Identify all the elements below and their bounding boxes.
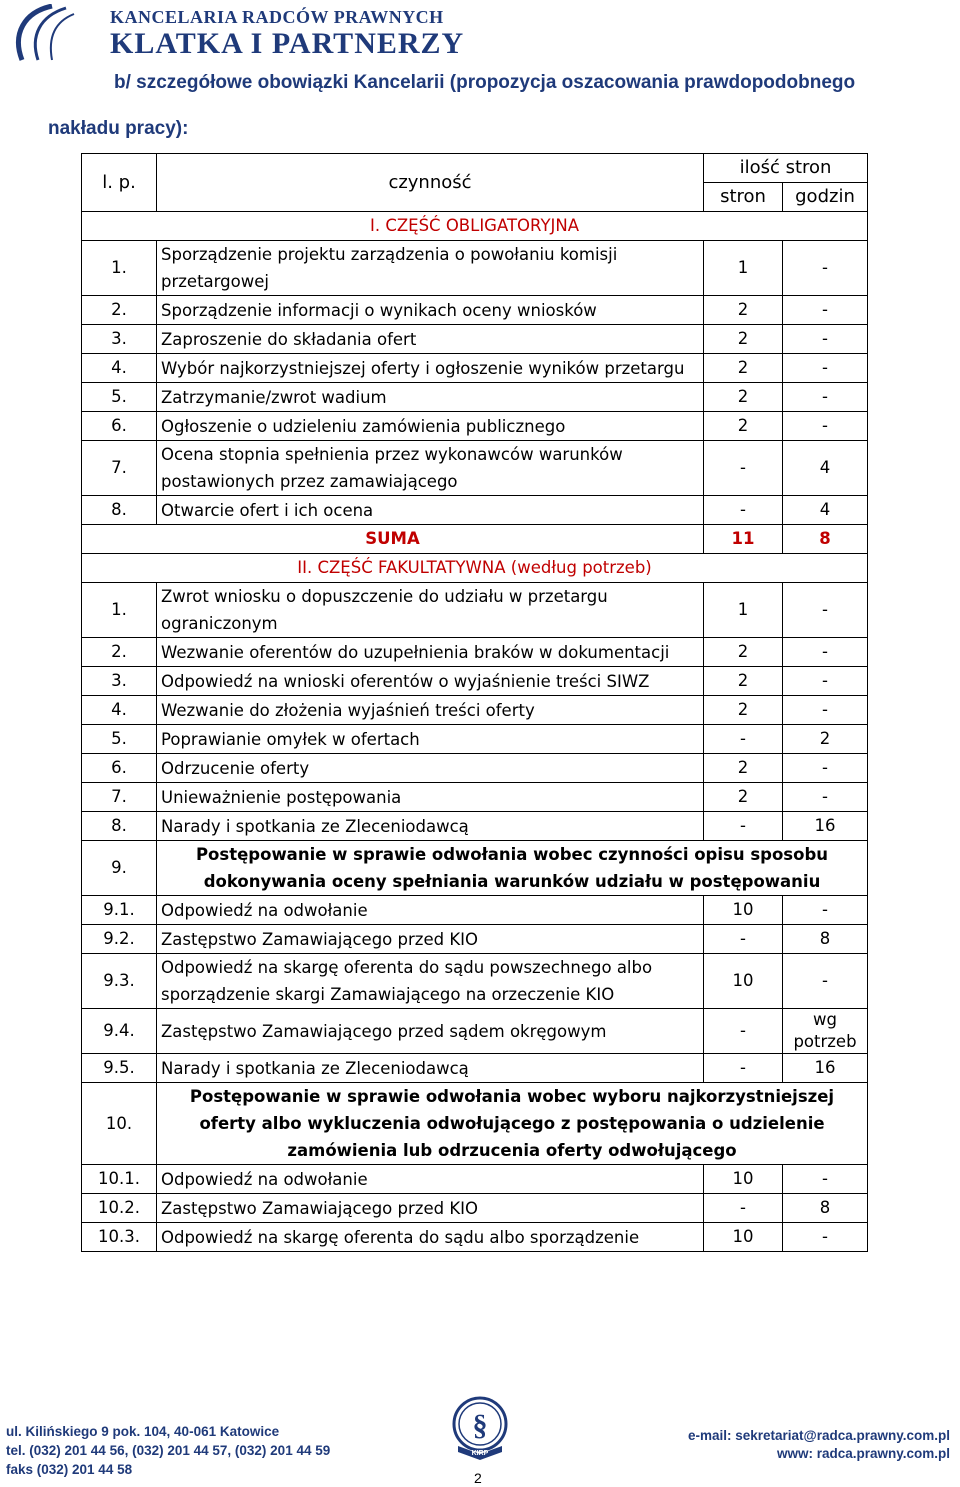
firm-name-line1: KANCELARIA RADCÓW PRAWNYCH <box>110 7 444 27</box>
kancelaria-logo <box>4 4 76 64</box>
row-stron: 2 <box>704 696 783 725</box>
row-stron: - <box>704 925 783 954</box>
row-godzin: - <box>783 583 868 638</box>
row-czynnosc: Odrzucenie oferty <box>157 754 704 783</box>
row-godzin: - <box>783 896 868 925</box>
row-godzin: - <box>783 954 868 1009</box>
row-stron: 2 <box>704 412 783 441</box>
row-lp: 8. <box>82 496 157 525</box>
row-czynnosc: Sporządzenie projektu zarządzenia o powołaniu komisji przetargowej <box>157 241 704 296</box>
kirp-logo-icon <box>446 1394 514 1462</box>
row-stron: 10 <box>704 1165 783 1194</box>
table-row <box>82 354 868 383</box>
table-row <box>82 241 868 296</box>
row-czynnosc: Ocena stopnia spełnienia przez wykonawców warunków postawionych przez zamawiającego <box>157 441 704 496</box>
row-godzin: - <box>783 383 868 412</box>
row-stron: 10 <box>704 1223 783 1252</box>
row-lp: 7. <box>82 441 157 496</box>
section2-row <box>82 554 868 583</box>
group10-lp: 10. <box>82 1083 157 1165</box>
table-row <box>82 583 868 638</box>
row-godzin: 16 <box>783 812 868 841</box>
section2-rows <box>82 583 868 841</box>
row-godzin: - <box>783 638 868 667</box>
row-lp: 6. <box>82 412 157 441</box>
footer-address: ul. Kilińskiego 9 pok. 104, 40-061 Katowice <box>6 1424 280 1439</box>
row-stron: 2 <box>704 325 783 354</box>
table-row <box>82 1194 868 1223</box>
section1-rows <box>82 241 868 525</box>
row-stron: 2 <box>704 638 783 667</box>
row-czynnosc: Otwarcie ofert i ich ocena <box>157 496 704 525</box>
row-lp: 2. <box>82 638 157 667</box>
group10-row <box>82 1083 868 1165</box>
intro-line2: nakładu pracy): <box>48 118 189 139</box>
section1-title: I. CZĘŚĆ OBLIGATORYJNA <box>82 212 868 241</box>
table-row <box>82 696 868 725</box>
row-godzin: - <box>783 325 868 354</box>
group9-lp: 9. <box>82 841 157 896</box>
firm-name-line2: KLATKA I PARTNERZY <box>110 27 465 60</box>
row-czynnosc: Odpowiedź na odwołanie <box>157 1165 704 1194</box>
group10-title: Postępowanie w sprawie odwołania wobec wyboru najkorzystniejszej oferty albo wykluczenia odwołującego z postępowania o udzielenie zamówienia lub odrzucenia oferty odwołującego <box>157 1083 868 1165</box>
row-stron: - <box>704 812 783 841</box>
row-czynnosc: Odpowiedź na skargę oferenta do sądu albo sporządzenie <box>157 1223 704 1252</box>
row-godzin: - <box>783 296 868 325</box>
row-stron: 2 <box>704 667 783 696</box>
table-row <box>82 1223 868 1252</box>
row-godzin: 8 <box>783 1194 868 1223</box>
table-row <box>82 496 868 525</box>
row-stron: 2 <box>704 783 783 812</box>
table-row <box>82 783 868 812</box>
table-row <box>82 412 868 441</box>
row-godzin: 16 <box>783 1054 868 1083</box>
footer-tel: tel. (032) 201 44 56, (032) 201 44 57, (032) 201 44 59 <box>6 1443 331 1458</box>
row-lp: 10.1. <box>82 1165 157 1194</box>
row-stron: 1 <box>704 241 783 296</box>
suma-label: SUMA <box>82 525 704 554</box>
row-czynnosc: Zatrzymanie/zwrot wadium <box>157 383 704 412</box>
row-godzin: - <box>783 1165 868 1194</box>
row-czynnosc: Zastępstwo Zamawiającego przed sądem okręgowym <box>157 1009 704 1054</box>
table-row <box>82 896 868 925</box>
table-row <box>82 296 868 325</box>
row-czynnosc: Zaproszenie do składania ofert <box>157 325 704 354</box>
row-czynnosc: Unieważnienie postępowania <box>157 783 704 812</box>
table-row <box>82 667 868 696</box>
group10-rows <box>82 1165 868 1252</box>
suma-row <box>82 525 868 554</box>
row-stron: 2 <box>704 754 783 783</box>
row-stron: - <box>704 496 783 525</box>
row-godzin: - <box>783 241 868 296</box>
col-stron-header: stron <box>704 183 783 212</box>
row-lp: 8. <box>82 812 157 841</box>
section2-title <box>82 554 868 583</box>
row-czynnosc: Narady i spotkania ze Zleceniodawcą <box>157 812 704 841</box>
kirp-logo-text: KIRP <box>471 1450 489 1457</box>
page-number: 2 <box>474 1470 482 1486</box>
table-row <box>82 1009 868 1054</box>
row-czynnosc: Poprawianie omyłek w ofertach <box>157 725 704 754</box>
row-lp: 10.2. <box>82 1194 157 1223</box>
row-stron: - <box>704 725 783 754</box>
row-lp: 9.3. <box>82 954 157 1009</box>
row-czynnosc: Odpowiedź na wnioski oferentów o wyjaśnienie treści SIWZ <box>157 667 704 696</box>
row-lp: 9.4. <box>82 1009 157 1054</box>
col-czynnosc-header: czynność <box>157 154 704 212</box>
table-row <box>82 725 868 754</box>
footer-www: www: radca.prawny.com.pl <box>776 1446 950 1461</box>
row-czynnosc: Wezwanie do złożenia wyjaśnień treści oferty <box>157 696 704 725</box>
row-lp: 3. <box>82 667 157 696</box>
row-lp: 1. <box>82 583 157 638</box>
col-ilosc-header: ilość stron <box>704 154 868 183</box>
group9-rows <box>82 896 868 1083</box>
table-row <box>82 1054 868 1083</box>
row-godzin: - <box>783 412 868 441</box>
row-stron: 1 <box>704 583 783 638</box>
row-lp: 5. <box>82 725 157 754</box>
row-godzin: 2 <box>783 725 868 754</box>
row-czynnosc: Zastępstwo Zamawiającego przed KIO <box>157 925 704 954</box>
row-czynnosc: Narady i spotkania ze Zleceniodawcą <box>157 1054 704 1083</box>
table-row <box>82 383 868 412</box>
row-stron: 10 <box>704 896 783 925</box>
row-czynnosc: Zastępstwo Zamawiającego przed KIO <box>157 1194 704 1223</box>
row-lp: 1. <box>82 241 157 296</box>
row-godzin: 8 <box>783 925 868 954</box>
row-godzin: - <box>783 754 868 783</box>
row-stron: 10 <box>704 954 783 1009</box>
table-header-row <box>82 154 868 183</box>
section2-name: II. CZĘŚĆ FAKULTATYWNA <box>297 558 506 577</box>
row-czynnosc: Zwrot wniosku o dopuszczenie do udziału w przetargu ograniczonym <box>157 583 704 638</box>
row-stron: - <box>704 1009 783 1054</box>
table-row <box>82 754 868 783</box>
table-row <box>82 1165 868 1194</box>
suma-stron: 11 <box>704 525 783 554</box>
row-czynnosc: Sporządzenie informacji o wynikach oceny wniosków <box>157 296 704 325</box>
row-godzin: - <box>783 354 868 383</box>
row-lp: 3. <box>82 325 157 354</box>
row-czynnosc: Odpowiedź na skargę oferenta do sądu powszechnego albo sporządzenie skargi Zamawiającego na orzeczenie KIO <box>157 954 704 1009</box>
table-row <box>82 638 868 667</box>
row-stron: - <box>704 441 783 496</box>
obligations-table <box>81 153 868 1252</box>
col-godzin-header: godzin <box>783 183 868 212</box>
row-stron: - <box>704 1054 783 1083</box>
footer-email: e-mail: sekretariat@radca.prawny.com.pl <box>687 1428 950 1443</box>
row-stron: 2 <box>704 296 783 325</box>
table-row <box>82 441 868 496</box>
row-godzin: - <box>783 783 868 812</box>
group9-title: Postępowanie w sprawie odwołania wobec czynności opisu sposobu dokonywania oceny spełniania warunków udziału w postępowaniu <box>157 841 868 896</box>
section1-row <box>82 212 868 241</box>
row-lp: 6. <box>82 754 157 783</box>
row-czynnosc: Ogłoszenie o udzieleniu zamówienia publicznego <box>157 412 704 441</box>
row-godzin: - <box>783 696 868 725</box>
footer-fax: faks (032) 201 44 58 <box>6 1462 133 1477</box>
row-lp: 4. <box>82 696 157 725</box>
row-lp: 7. <box>82 783 157 812</box>
table-row <box>82 925 868 954</box>
row-godzin: - <box>783 1223 868 1252</box>
row-godzin: 4 <box>783 441 868 496</box>
table-row <box>82 325 868 354</box>
row-czynnosc: Odpowiedź na odwołanie <box>157 896 704 925</box>
row-godzin: 4 <box>783 496 868 525</box>
row-stron: 2 <box>704 383 783 412</box>
svg-text:§: § <box>472 1409 488 1442</box>
table-row <box>82 812 868 841</box>
suma-godzin: 8 <box>783 525 868 554</box>
row-lp: 4. <box>82 354 157 383</box>
row-lp: 9.2. <box>82 925 157 954</box>
col-lp-header: l. p. <box>82 154 157 212</box>
row-stron: 2 <box>704 354 783 383</box>
row-lp: 10.3. <box>82 1223 157 1252</box>
row-lp: 5. <box>82 383 157 412</box>
row-lp: 2. <box>82 296 157 325</box>
row-lp: 9.5. <box>82 1054 157 1083</box>
group9-row <box>82 841 868 896</box>
row-lp: 9.1. <box>82 896 157 925</box>
table-row <box>82 954 868 1009</box>
row-czynnosc: Wybór najkorzystniejszej oferty i ogłoszenie wyników przetargu <box>157 354 704 383</box>
row-godzin: wg potrzeb <box>783 1009 868 1054</box>
row-godzin: - <box>783 667 868 696</box>
section2-note: (według potrzeb) <box>510 558 652 577</box>
row-stron: - <box>704 1194 783 1223</box>
intro-line1: b/ szczegółowe obowiązki Kancelarii (propozycja oszacowania prawdopodobnego <box>114 72 856 93</box>
row-czynnosc: Wezwanie oferentów do uzupełnienia braków w dokumentacji <box>157 638 704 667</box>
